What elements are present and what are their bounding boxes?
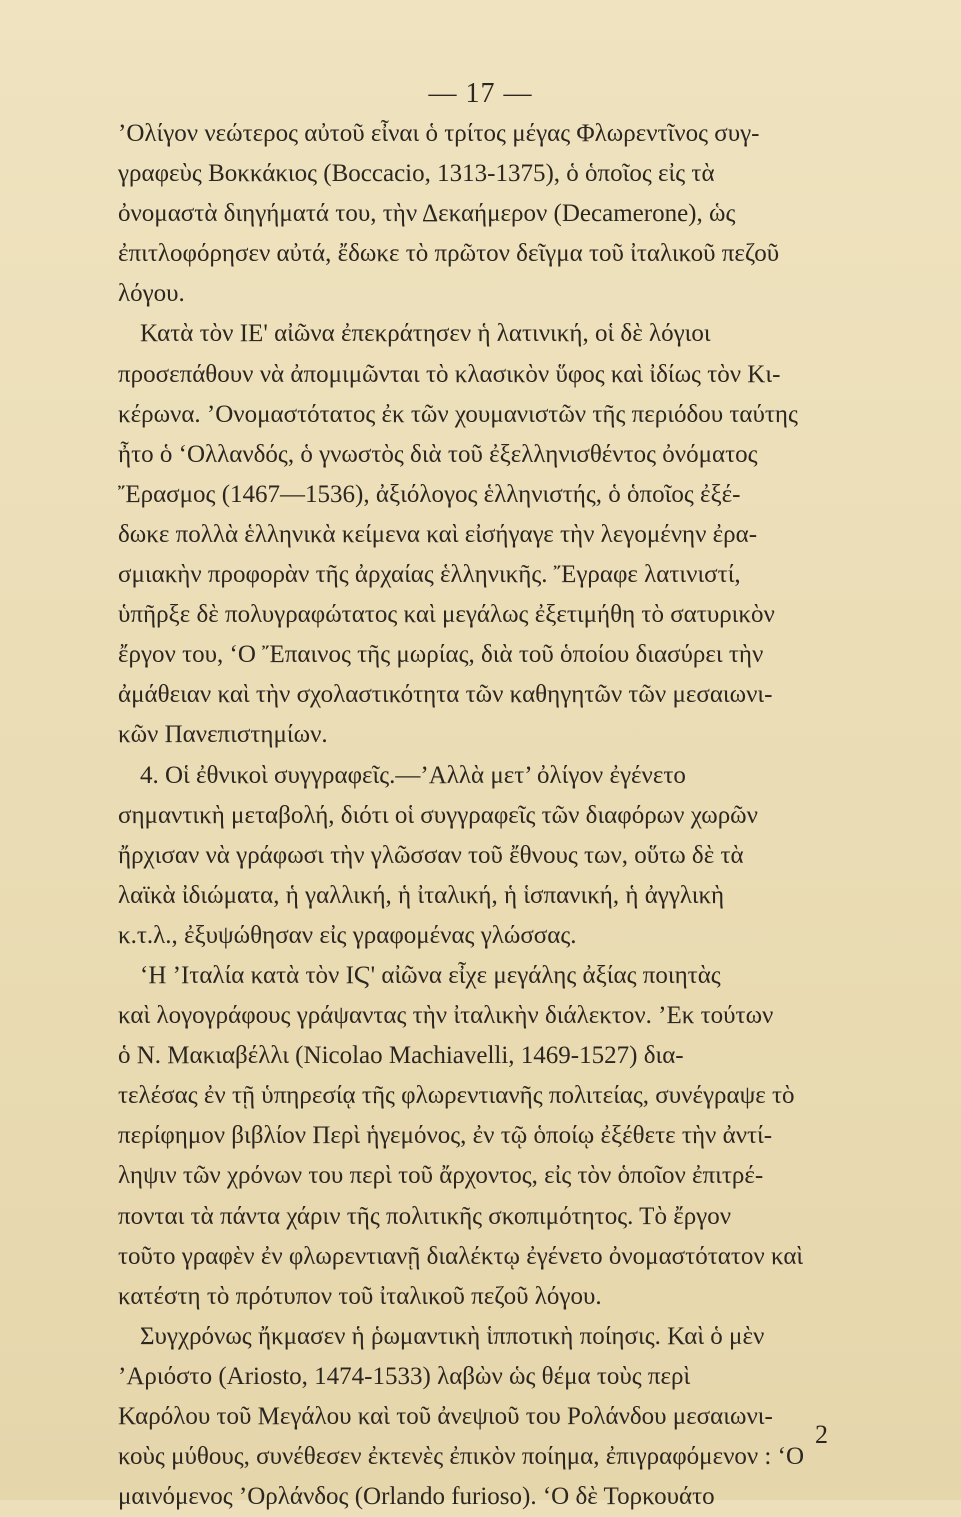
text-line: ἦτο ὁ ‘Ολλανδός, ὁ γνωστὸς διὰ τοῦ ἐξελληνισθέντος ὀνόματος xyxy=(118,440,758,468)
text-line: ἐπιτλοφόρησεν αὐτά, ἔδωκε τὸ πρῶτον δεῖγμα τοῦ ἰταλικοῦ πεζοῦ xyxy=(118,240,780,268)
text-line: σημαντικὴ μεταβολή, διότι οἱ συγγραφεῖς τῶν διαφόρων χωρῶν xyxy=(118,801,758,829)
text-line: τοῦτο γραφὲν ἐν φλωρεντιανῇ διαλέκτῳ ἐγένετο ὀνομαστότατον καὶ xyxy=(118,1242,804,1270)
text-line: Κατὰ τὸν ΙΕ' αἰῶνα ἐπεκράτησεν ἡ λατινική, οἱ δὲ λόγιοι xyxy=(140,320,711,348)
text-line: καὶ λογογράφους γράψαντας τὴν ἰταλικὴν διάλεκτον. ’Εκ τούτων xyxy=(118,1002,774,1030)
text-line: κοὺς μύθους, συνέθεσεν ἐκτενὲς ἐπικὸν ποίημα, ἐπιγραφόμενον : ‘Ο xyxy=(118,1443,805,1471)
text-line: τελέσας ἐν τῇ ὑπηρεσίᾳ τῆς φλωρεντιανῆς πολιτείας, συνέγραψε τὸ xyxy=(118,1082,795,1110)
text-line: ληψιν τῶν χρόνων του περὶ τοῦ ἄρχοντος, εἰς τὸν ὁποῖον ἐπιτρέ- xyxy=(118,1162,764,1190)
text-line: Συγχρόνως ἤκμασεν ἡ ῥωμαντικὴ ἱπποτικὴ ποίησις. Καὶ ὁ μὲν xyxy=(140,1322,765,1350)
text-line: Καρόλου τοῦ Μεγάλου καὶ τοῦ ἀνεψιοῦ του Ρολάνδου μεσαιωνι- xyxy=(118,1403,773,1430)
text-line: σμιακὴν προφορὰν τῆς ἀρχαίας ἑλληνικῆς. Ἔγραφε λατινιστί, xyxy=(118,561,741,589)
text-line: δωκε πολλὰ ἑλληνικὰ κείμενα καὶ εἰσήγαγε τὴν λεγομένην ἐρα- xyxy=(118,520,758,548)
text-line: ἤρχισαν νὰ γράφωσι τὴν γλῶσσαν τοῦ ἔθνους των, οὕτω δὲ τὰ xyxy=(118,841,744,869)
text-line: Ἔρασμος (1467—1536), ἀξιόλογος ἑλληνιστής, ὁ ὁποῖος ἐξέ- xyxy=(118,480,741,508)
text-line: λαϊκὰ ἰδιώματα, ἡ γαλλική, ἡ ἰταλική, ἡ ἱσπανική, ἡ ἀγγλικὴ xyxy=(118,881,725,909)
text-line: κῶν Πανεπιστημίων. xyxy=(118,721,328,749)
text-line: ἔργον του, ‘Ο Ἔπαινος τῆς μωρίας, διὰ τοῦ ὁποίου διασύρει τὴν xyxy=(118,641,764,669)
text-line: πονται τὰ πάντα χάριν τῆς πολιτικῆς σκοπιμότητος. Τὸ ἔργον xyxy=(118,1202,732,1230)
text-line: 4. Οἱ ἐθνικοὶ συγγραφεῖς.—’Αλλὰ μετ’ ὀλίγον ἐγένετο xyxy=(140,761,686,789)
body-text xyxy=(118,114,878,1517)
text-line: κ.τ.λ., ἐξυψώθησαν εἰς γραφομένας γλώσσας. xyxy=(118,921,577,949)
text-line: γραφεὺς Βοκκάκιος (Boccacio, 1313-1375), ὁ ὁποῖος εἰς τὰ xyxy=(118,160,715,188)
text-line: ’Αριόστο (Ariosto, 1474-1533) λαβὼν ὡς θέμα τοὺς περὶ xyxy=(118,1362,691,1390)
text-line: κέρωνα. ’Ονομαστότατος ἐκ τῶν χουμανιστῶν τῆς περιόδου ταύτης xyxy=(118,400,798,428)
text-line: μαινόμενος ’Ορλάνδος (Orlando furioso). ‘Ο δὲ Τορκουάτο xyxy=(118,1483,715,1511)
text-line: περίφημον βιβλίον Περὶ ἡγεμόνος, ἐν τῷ ὁποίῳ ἐξέθετε τὴν ἀντί- xyxy=(118,1122,773,1150)
text-line: ὁ Ν. Μακιαβέλλι (Nicolao Machiavelli, 1469-1527) δια- xyxy=(118,1042,684,1070)
text-line: λόγου. xyxy=(118,280,185,308)
text-line: προσεπάθουν νὰ ἀπομιμῶνται τὸ κλασικὸν ὕφος καὶ ἰδίως τὸν Κι- xyxy=(118,360,781,388)
text-line: ’Ολίγον νεώτερος αὐτοῦ εἶναι ὁ τρίτος μέγας Φλωρεντῖνος συγ- xyxy=(118,120,760,147)
text-line: ‘Η ’Ιταλία κατὰ τὸν ΙϚ' αἰῶνα εἶχε μεγάλης ἀξίας ποιητὰς xyxy=(140,961,721,989)
text-line: ἀμάθειαν καὶ τὴν σχολαστικότητα τῶν καθηγητῶν τῶν μεσαιωνι- xyxy=(118,681,773,709)
text-line: ὀνομαστὰ διηγήματά του, τὴν Δεκαήμερον (Decamerone), ὡς xyxy=(118,200,736,228)
text-line: κατέστη τὸ πρότυπον τοῦ ἰταλικοῦ πεζοῦ λόγου. xyxy=(118,1282,602,1310)
text-line: ὑπῆρξε δὲ πολυγραφώτατος καὶ μεγάλως ἐξετιμήθη τὸ σατυρικὸν xyxy=(118,601,775,629)
signature-mark: 2 xyxy=(815,1420,828,1449)
page-number: — 17 — xyxy=(428,78,533,109)
